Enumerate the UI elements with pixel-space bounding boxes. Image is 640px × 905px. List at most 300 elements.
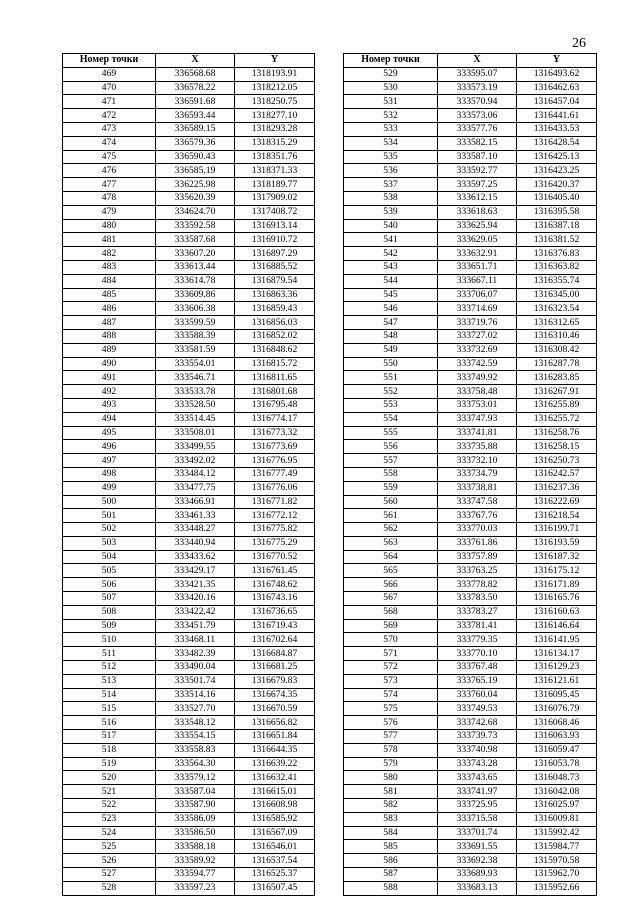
cell-point-number: 586 [344,854,438,868]
cell-x: 333546.71 [156,371,235,385]
cell-point-number: 475 [63,150,156,164]
cell-x: 333466.91 [156,495,235,509]
cell-point-number: 511 [63,647,156,661]
cell-x: 333714.69 [438,302,517,316]
cell-point-number: 537 [344,178,438,192]
cell-x: 333588.39 [156,329,235,343]
table-row [63,178,315,192]
table-row [63,233,315,247]
cell-y: 1316283.85 [517,371,597,385]
table-row [63,592,315,606]
cell-x: 333749.53 [438,702,517,716]
cell-point-number: 508 [63,605,156,619]
table-row [63,329,315,343]
cell-x: 333420.16 [156,592,235,606]
cell-y: 1316405.40 [517,191,597,205]
cell-x: 333558.83 [156,743,235,757]
table-row [63,288,315,302]
cell-y: 1316441.61 [517,109,597,123]
cell-y: 1316048.73 [517,771,597,785]
cell-y: 1316897.29 [235,247,315,261]
cell-y: 1316681.25 [235,661,315,675]
cell-x: 333778.82 [438,578,517,592]
cell-x: 333587.90 [156,799,235,813]
table-row [344,495,597,509]
cell-x: 333422.42 [156,605,235,619]
cell-x: 333758.48 [438,385,517,399]
cell-point-number: 536 [344,164,438,178]
cell-point-number: 485 [63,288,156,302]
cell-point-number: 489 [63,343,156,357]
table-row [344,743,597,757]
cell-y: 1316420.37 [517,178,597,192]
cell-x: 333612.15 [438,191,517,205]
cell-y: 1316175.12 [517,564,597,578]
cell-point-number: 569 [344,619,438,633]
cell-y: 1316255.89 [517,398,597,412]
cell-y: 1316777.49 [235,467,315,481]
cell-point-number: 556 [344,440,438,454]
cell-point-number: 482 [63,247,156,261]
cell-point-number: 549 [344,343,438,357]
table-row [63,688,315,702]
cell-y: 1316776.06 [235,481,315,495]
table-row [63,868,315,882]
cell-y: 1315970.58 [517,854,597,868]
table-row [63,274,315,288]
cell-x: 334624.70 [156,205,235,219]
table-row [344,619,597,633]
cell-y: 1318277.10 [235,109,315,123]
cell-point-number: 542 [344,247,438,261]
table-row [63,523,315,537]
cell-point-number: 544 [344,274,438,288]
cell-y: 1316053.78 [517,757,597,771]
cell-point-number: 474 [63,136,156,150]
cell-y: 1315962.70 [517,868,597,882]
cell-x: 333492.02 [156,454,235,468]
cell-x: 333742.68 [438,716,517,730]
page-number: 26 [572,36,586,51]
cell-point-number: 525 [63,840,156,854]
cell-x: 333514.16 [156,688,235,702]
table-row [63,785,315,799]
column-header-x: X [438,54,517,68]
cell-y: 1316776.95 [235,454,315,468]
cell-y: 1316068.46 [517,716,597,730]
cell-x: 333477.75 [156,481,235,495]
table-row [344,191,597,205]
cell-x: 333783.27 [438,605,517,619]
cell-y: 1316719.43 [235,619,315,633]
cell-y: 1316323.54 [517,302,597,316]
cell-point-number: 472 [63,109,156,123]
table-row [63,95,315,109]
cell-x: 333757.89 [438,550,517,564]
cell-x: 333433.62 [156,550,235,564]
cell-y: 1316567.09 [235,826,315,840]
table-row [63,136,315,150]
cell-y: 1316237.36 [517,481,597,495]
cell-x: 333767.48 [438,661,517,675]
cell-x: 333779.35 [438,633,517,647]
table-row [344,550,597,564]
table-row [344,136,597,150]
cell-point-number: 581 [344,785,438,799]
cell-y: 1316743.16 [235,592,315,606]
cell-y: 1316608.98 [235,799,315,813]
table-row [344,633,597,647]
table-row [344,385,597,399]
table-row [63,385,315,399]
cell-point-number: 480 [63,219,156,233]
cell-x: 333564.30 [156,757,235,771]
cell-point-number: 483 [63,260,156,274]
table-row [344,219,597,233]
cell-point-number: 587 [344,868,438,882]
cell-y: 1316457.04 [517,95,597,109]
cell-point-number: 493 [63,398,156,412]
table-row [344,536,597,550]
cell-x: 333689.93 [438,868,517,882]
cell-x: 333482.39 [156,647,235,661]
cell-x: 333597.23 [156,881,235,895]
cell-point-number: 509 [63,619,156,633]
cell-y: 1316651.84 [235,730,315,744]
cell-point-number: 579 [344,757,438,771]
cell-x: 333468.11 [156,633,235,647]
cell-point-number: 492 [63,385,156,399]
cell-y: 1316761.45 [235,564,315,578]
table-row [63,467,315,481]
cell-x: 333629.05 [438,233,517,247]
table-row [63,536,315,550]
column-header-x: X [156,54,235,68]
cell-point-number: 530 [344,81,438,95]
table-row [63,150,315,164]
cell-y: 1316772.12 [235,509,315,523]
cell-y: 1316856.03 [235,316,315,330]
cell-y: 1316199.71 [517,523,597,537]
cell-x: 333734.79 [438,467,517,481]
cell-x: 333770.03 [438,523,517,537]
cell-y: 1316287.78 [517,357,597,371]
cell-y: 1316815.72 [235,357,315,371]
cell-point-number: 510 [63,633,156,647]
cell-point-number: 564 [344,550,438,564]
cell-y: 1316121.61 [517,674,597,688]
cell-x: 333490.04 [156,661,235,675]
table-row [344,564,597,578]
table-row [63,371,315,385]
cell-x: 333548.12 [156,716,235,730]
cell-x: 333587.68 [156,233,235,247]
table-row [63,674,315,688]
cell-y: 1316852.02 [235,329,315,343]
cell-point-number: 471 [63,95,156,109]
cell-x: 333783.50 [438,592,517,606]
table-row [344,868,597,882]
cell-y: 1318293.28 [235,122,315,136]
cell-x: 333461.33 [156,509,235,523]
cell-y: 1316129.23 [517,661,597,675]
cell-point-number: 502 [63,523,156,537]
cell-x: 333747.58 [438,495,517,509]
cell-y: 1318250.75 [235,95,315,109]
cell-x: 333589.92 [156,854,235,868]
cell-point-number: 517 [63,730,156,744]
cell-point-number: 582 [344,799,438,813]
cell-point-number: 526 [63,854,156,868]
column-header-y: Y [517,54,597,68]
cell-point-number: 541 [344,233,438,247]
cell-y: 1315952.66 [517,881,597,895]
cell-point-number: 469 [63,67,156,81]
table-row [344,716,597,730]
cell-x: 333587.04 [156,785,235,799]
cell-point-number: 529 [344,67,438,81]
cell-x: 333761.86 [438,536,517,550]
cell-x: 333749.92 [438,371,517,385]
table-row [344,688,597,702]
cell-y: 1317408.72 [235,205,315,219]
table-row [63,564,315,578]
cell-x: 336591.68 [156,95,235,109]
table-row [344,122,597,136]
cell-x: 333763.25 [438,564,517,578]
cell-x: 336578.22 [156,81,235,95]
cell-y: 1318193.91 [235,67,315,81]
cell-point-number: 571 [344,647,438,661]
cell-y: 1316312.65 [517,316,597,330]
table-row [344,426,597,440]
table-row [63,164,315,178]
cell-x: 333760.04 [438,688,517,702]
table-row [63,509,315,523]
cell-x: 336590.43 [156,150,235,164]
table-row [63,578,315,592]
cell-point-number: 577 [344,730,438,744]
cell-x: 333732.69 [438,343,517,357]
table-row [344,95,597,109]
cell-point-number: 470 [63,81,156,95]
cell-y: 1316076.79 [517,702,597,716]
table-row [344,854,597,868]
cell-point-number: 501 [63,509,156,523]
cell-y: 1316913.14 [235,219,315,233]
cell-x: 333448.27 [156,523,235,537]
table-row [344,329,597,343]
cell-x: 333743.65 [438,771,517,785]
cell-x: 333588.18 [156,840,235,854]
cell-y: 1316795.48 [235,398,315,412]
cell-point-number: 476 [63,164,156,178]
table-row [344,302,597,316]
cell-x: 333747.93 [438,412,517,426]
cell-y: 1316193.59 [517,536,597,550]
cell-point-number: 519 [63,757,156,771]
cell-x: 333625.94 [438,219,517,233]
cell-y: 1316748.62 [235,578,315,592]
cell-point-number: 506 [63,578,156,592]
table-row [344,592,597,606]
cell-x: 333533.78 [156,385,235,399]
cell-x: 333701.74 [438,826,517,840]
table-row [63,605,315,619]
table-row [63,343,315,357]
table-row [63,661,315,675]
table-row [63,357,315,371]
cell-point-number: 473 [63,122,156,136]
table-row [63,495,315,509]
cell-x: 333577.76 [438,122,517,136]
cell-y: 1316433.53 [517,122,597,136]
cell-point-number: 532 [344,109,438,123]
cell-x: 333573.19 [438,81,517,95]
cell-point-number: 553 [344,398,438,412]
cell-x: 333767.76 [438,509,517,523]
table-row [63,412,315,426]
cell-point-number: 484 [63,274,156,288]
cell-y: 1316632.41 [235,771,315,785]
cell-point-number: 547 [344,316,438,330]
cell-point-number: 515 [63,702,156,716]
cell-point-number: 512 [63,661,156,675]
cell-point-number: 496 [63,440,156,454]
cell-point-number: 562 [344,523,438,537]
cell-point-number: 521 [63,785,156,799]
table-row [63,881,315,895]
cell-point-number: 567 [344,592,438,606]
cell-point-number: 551 [344,371,438,385]
table-row [344,178,597,192]
cell-y: 1316165.76 [517,592,597,606]
cell-y: 1316801.68 [235,385,315,399]
column-header-point-number: Номер точки [344,54,438,68]
table-row [344,274,597,288]
cell-y: 1316848.62 [235,343,315,357]
cell-x: 333740.98 [438,743,517,757]
cell-y: 1316773.69 [235,440,315,454]
cell-y: 1316879.54 [235,274,315,288]
table-row [344,799,597,813]
cell-y: 1316546.01 [235,840,315,854]
cell-y: 1316025.97 [517,799,597,813]
cell-x: 333592.77 [438,164,517,178]
cell-x: 333597.25 [438,178,517,192]
cell-y: 1318212.05 [235,81,315,95]
cell-y: 1316376.83 [517,247,597,261]
cell-point-number: 550 [344,357,438,371]
cell-y: 1316423.25 [517,164,597,178]
table-row [344,454,597,468]
cell-x: 333440.94 [156,536,235,550]
table-row [63,826,315,840]
table-row [63,219,315,233]
cell-point-number: 495 [63,426,156,440]
cell-x: 333599.59 [156,316,235,330]
cell-y: 1316009.81 [517,812,597,826]
table-row [63,398,315,412]
table-row [344,812,597,826]
cell-y: 1316345.00 [517,288,597,302]
table-row [63,812,315,826]
cell-x: 333570.94 [438,95,517,109]
cell-x: 333632.91 [438,247,517,261]
cell-y: 1316395.58 [517,205,597,219]
cell-point-number: 477 [63,178,156,192]
table-row [63,481,315,495]
cell-x: 333618.63 [438,205,517,219]
cell-y: 1316363.82 [517,260,597,274]
cell-y: 1316910.72 [235,233,315,247]
cell-point-number: 575 [344,702,438,716]
table-row [63,122,315,136]
cell-y: 1316507.45 [235,881,315,895]
table-row [63,440,315,454]
cell-point-number: 524 [63,826,156,840]
table-row [344,412,597,426]
cell-point-number: 554 [344,412,438,426]
table-row [344,730,597,744]
table-row [63,550,315,564]
cell-point-number: 545 [344,288,438,302]
cell-x: 333581.59 [156,343,235,357]
cell-x: 333732.10 [438,454,517,468]
cell-y: 1316670.59 [235,702,315,716]
table-row [344,67,597,81]
cell-y: 1316095.45 [517,688,597,702]
cell-y: 1316355.74 [517,274,597,288]
cell-point-number: 481 [63,233,156,247]
table-row [344,247,597,261]
table-row [344,661,597,675]
table-row [344,647,597,661]
cell-x: 333706.07 [438,288,517,302]
column-header-y: Y [235,54,315,68]
cell-y: 1316885.52 [235,260,315,274]
cell-x: 333508.01 [156,426,235,440]
cell-x: 333613.44 [156,260,235,274]
cell-y: 1316258.76 [517,426,597,440]
cell-y: 1316428.54 [517,136,597,150]
cell-x: 333594.77 [156,868,235,882]
cell-y: 1316258.15 [517,440,597,454]
cell-y: 1316811.65 [235,371,315,385]
table-row [63,716,315,730]
table-row [344,233,597,247]
cell-point-number: 568 [344,605,438,619]
cell-point-number: 559 [344,481,438,495]
cell-point-number: 479 [63,205,156,219]
table-row [344,150,597,164]
cell-x: 333592.58 [156,219,235,233]
cell-x: 333614.78 [156,274,235,288]
cell-y: 1316639.22 [235,757,315,771]
cell-y: 1316387.18 [517,219,597,233]
cell-y: 1316702.64 [235,633,315,647]
cell-point-number: 523 [63,812,156,826]
cell-y: 1316141.95 [517,633,597,647]
table-row [344,343,597,357]
cell-point-number: 522 [63,799,156,813]
cell-x: 333651.71 [438,260,517,274]
cell-x: 333741.97 [438,785,517,799]
table-row [63,633,315,647]
cell-point-number: 572 [344,661,438,675]
cell-point-number: 588 [344,881,438,895]
cell-point-number: 560 [344,495,438,509]
